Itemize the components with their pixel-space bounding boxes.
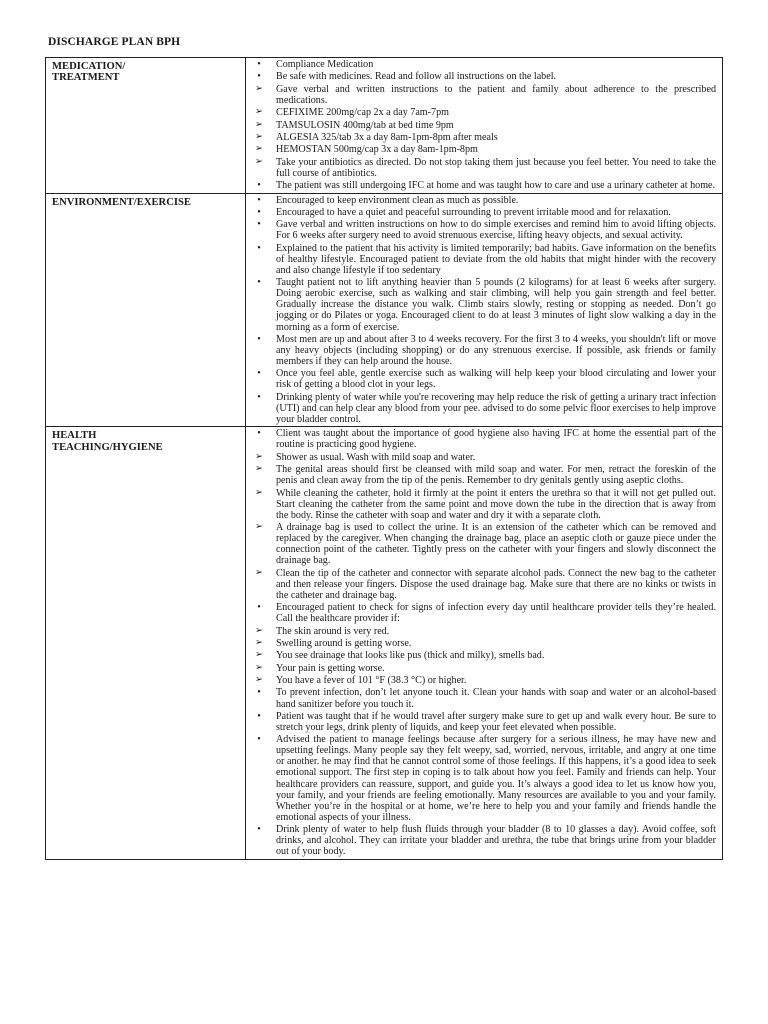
instruction-text: Taught patient not to lift anything heavier than 5 pounds (2 kilograms) for at least 6 weeks after surgery. Doing aerobic exercise, such as walking and stair climbing, will help you gain strength and feel better. Gradually increase the distance you walk. Climb stairs slowly, resting or stopping as needed. Don’t go jogging or do Pilates or yoga. Encouraged client to do at least 3 minutes of light slow walking a day in the morning as a form of exercise. [276, 277, 716, 333]
instruction-item [246, 602, 722, 624]
section-items-cell [246, 193, 723, 427]
instruction-item [246, 71, 722, 82]
instruction-item [246, 84, 722, 106]
bullet-icon: • [257, 219, 261, 231]
instruction-item [246, 626, 722, 637]
arrow-bullet-icon: ➢ [255, 107, 263, 118]
section-category-label: TEACHING/HYGIENE [52, 441, 163, 453]
bullet-icon: • [257, 602, 261, 614]
instruction-item [246, 663, 722, 674]
instruction-list [246, 59, 722, 191]
instruction-item [246, 452, 722, 463]
section-category-label: ENVIRONMENT/EXERCISE [52, 196, 191, 208]
instruction-text: Drink plenty of water to help flush fluids through your bladder (8 to 10 glasses a day). Avoid coffee, soft drinks, and alcohol. They can irritate your bladder and urethra, the tube that brings urine from your bladder out of your body. [276, 824, 716, 858]
section-items-cell [246, 58, 723, 194]
instruction-text: Encouraged patient to check for signs of infection every day until healthcare provider tells they’re healed. Call the healthcare provider if: [276, 602, 716, 625]
instruction-item [246, 711, 722, 733]
instruction-item [246, 488, 722, 521]
arrow-bullet-icon: ➢ [255, 464, 263, 475]
instruction-item [246, 638, 722, 649]
arrow-bullet-icon: ➢ [255, 144, 263, 155]
arrow-bullet-icon: ➢ [255, 156, 263, 167]
arrow-bullet-icon: ➢ [255, 487, 263, 498]
instruction-text: You see drainage that looks like pus (thick and milky), smells bad. [276, 650, 545, 662]
instruction-text: Encouraged to have a quiet and peaceful surrounding to prevent irritable mood and for relaxation. [276, 207, 671, 218]
instruction-text: Most men are up and about after 3 to 4 weeks recovery. For the first 3 to 4 weeks, you shouldn't lift or move any heavy objects (including shopping) or do any strenuous exercise. If possible, ask friends or family members if they can help around the house. [276, 333, 716, 367]
instruction-item [246, 207, 722, 218]
arrow-bullet-icon: ➢ [255, 567, 263, 578]
arrow-bullet-icon: ➢ [255, 637, 263, 648]
section-category-label: MEDICATION/ [52, 61, 126, 72]
document-title: DISCHARGE PLAN BPH [48, 36, 181, 48]
bullet-icon: • [257, 734, 261, 746]
instruction-item [246, 59, 722, 70]
section-category-cell [46, 58, 246, 194]
instruction-text: To prevent infection, don’t let anyone touch it. Clean your hands with soap and water or an alcohol-based hand sanitizer before you touch it. [276, 687, 716, 710]
instruction-item [246, 334, 722, 367]
instruction-item [246, 392, 722, 425]
section-category-label: TREATMENT [52, 72, 120, 84]
instruction-item [246, 675, 722, 686]
arrow-bullet-icon: ➢ [255, 451, 263, 462]
arrow-bullet-icon: ➢ [255, 132, 263, 142]
bullet-icon: • [257, 428, 261, 440]
bullet-icon: • [257, 710, 261, 722]
instruction-item [246, 180, 722, 191]
instruction-item [246, 157, 722, 179]
instruction-item [246, 687, 722, 709]
discharge-plan-table [45, 57, 723, 860]
instruction-text: Clean the tip of the catheter and connector with separate alcohol pads. Connect the new bag to the catheter and then release your fingers. Dispose the used drainage bag. Make sure that there are no kinks or twists in the catheter and drainage bag. [276, 567, 716, 601]
bullet-icon: • [257, 180, 261, 192]
instruction-text: Explained to the patient that his activity is limited temporarily; bad habits. Gave information on the benefits of healthy lifestyle. Encouraged patient to deviate from the old habits that might hinder with the recovery and also change lifestyle if too sedentary [276, 242, 716, 276]
instruction-item [246, 219, 722, 241]
bullet-icon: • [257, 368, 261, 380]
instruction-text: Swelling around is getting worse. [276, 637, 412, 649]
bullet-icon: • [257, 277, 261, 289]
bullet-icon: • [257, 194, 261, 206]
instruction-item [246, 428, 722, 450]
bullet-icon: • [257, 333, 261, 345]
bullet-icon: • [257, 687, 261, 699]
instruction-item [246, 277, 722, 332]
arrow-bullet-icon: ➢ [255, 625, 263, 636]
section-row-medication-treatment [46, 58, 723, 194]
instruction-text: HEMOSTAN 500mg/cap 3x a day 8am-1pm-8pm [276, 144, 478, 156]
instruction-item [246, 243, 722, 276]
instruction-list [246, 195, 722, 425]
bullet-icon: • [257, 242, 261, 254]
instruction-text: Compliance Medication [276, 59, 374, 70]
instruction-item [246, 107, 722, 118]
instruction-text: While cleaning the catheter, hold it firmly at the point it enters the urethra so that it will not get pulled out. Start cleaning the catheter from the same point and move down the tube in the direction that is away from the body. Rinse the catheter with soap and water and dry it with a separate cloth. [276, 487, 716, 521]
section-category-cell [46, 427, 246, 859]
instruction-item [246, 824, 722, 857]
bullet-icon: • [257, 207, 261, 218]
instruction-text: CEFIXIME 200mg/cap 2x a day 7am-7pm [276, 107, 449, 119]
instruction-text: The skin around is very red. [276, 625, 390, 637]
instruction-item [246, 368, 722, 390]
instruction-item [246, 464, 722, 486]
arrow-bullet-icon: ➢ [255, 522, 263, 533]
instruction-text: Patient was taught that if he would travel after surgery make sure to get up and walk every hour. Be sure to stretch your legs, drink plenty of liquids, and keep your feet elevated when possible. [276, 710, 716, 733]
instruction-text: Drinking plenty of water while you're recovering may help reduce the risk of getting a urinary tract infection (UTI) and can help clear any blood from your pee. advised to do some pelvic floor exercises to help improve your bladder control. [276, 391, 716, 425]
instruction-item [246, 195, 722, 206]
instruction-text: Advised the patient to manage feelings because after surgery for a serious illness, he may have new and upsetting feelings. Many people say they felt weepy, sad, worried, nervous, irritable, and angry at one time or another. he may find that he cannot control some of those feelings. If this happens, it’s a good idea to seek emotional support. The first step in coping is to talk about how you feel. Family and friends can help. Your healthcare providers can reassure, support, and guide you. It’s always a good idea to let us know how you, your family, and your friends are feeling emotionally. Many resources are available to you and your family. Whether you’re in the hospital or at home, we’re here to help you and your family and friends handle the emotional aspects of your illness. [276, 734, 716, 823]
instruction-text: Encouraged to keep environment clean as much as possible. [276, 194, 519, 206]
section-row-health-teaching-hygiene [46, 427, 723, 859]
arrow-bullet-icon: ➢ [255, 83, 263, 94]
instruction-item [246, 132, 722, 143]
instruction-text: The patient was still undergoing IFC at home and was taught how to care and use a urinary catheter at home. [276, 180, 716, 192]
bullet-icon: • [257, 824, 261, 836]
instruction-text: You have a fever of 101 °F (38.3 °C) or higher. [276, 675, 467, 687]
instruction-text: Client was taught about the importance of good hygiene also having IFC at home the essential part of the routine is practicing good hygiene. [276, 428, 716, 451]
section-row-environment-exercise [46, 193, 723, 427]
instruction-text: Gave verbal and written instructions on how to do simple exercises and remind him to avoid lifting objects. For 6 weeks after surgery need to avoid strenuous exercise, lifting heavy objects, and sexual activity. [276, 219, 716, 242]
bullet-icon: • [257, 391, 261, 403]
instruction-item [246, 144, 722, 155]
arrow-bullet-icon: ➢ [255, 650, 263, 661]
section-category-cell [46, 193, 246, 427]
instruction-item [246, 650, 722, 661]
instruction-text: A drainage bag is used to collect the urine. It is an extension of the catheter which can be removed and replaced by the caregiver. When changing the drainage bag, place an aseptic cloth or gauze piece under the connection point of the catheter. Tightly press on the catheter with your fingers and slowly disconnect the drainage bag. [276, 522, 716, 567]
bullet-icon: • [257, 59, 261, 70]
instruction-text: TAMSULOSIN 400mg/tab at bed time 9pm [276, 119, 454, 131]
instruction-text: Once you feel able, gentle exercise such as walking will help keep your blood circulating and lower your risk of getting a blood clot in your legs. [276, 368, 716, 391]
arrow-bullet-icon: ➢ [255, 675, 263, 686]
instruction-item [246, 522, 722, 566]
arrow-bullet-icon: ➢ [255, 662, 263, 673]
instruction-list [246, 428, 722, 857]
bullet-icon: • [257, 71, 261, 83]
instruction-text: The genital areas should first be cleansed with mild soap and water. For men, retract the foreskin of the penis and clean away from the tip of the penis. Remember to dry genitals gently using aseptic cloths. [276, 464, 716, 487]
instruction-text: Gave verbal and written instructions to the patient and family about adherence to the prescribed medications. [276, 83, 716, 106]
instruction-text: ALGESIA 325/tab 3x a day 8am-1pm-8pm after meals [276, 132, 498, 143]
instruction-text: Take your antibiotics as directed. Do not stop taking them just because you feel better. You need to take the full course of antibiotics. [276, 156, 716, 179]
instruction-text: Shower as usual. Wash with mild soap and water. [276, 451, 476, 463]
instruction-text: Your pain is getting worse. [276, 662, 385, 674]
section-category-label: HEALTH [52, 430, 97, 442]
section-items-cell [246, 427, 723, 859]
arrow-bullet-icon: ➢ [255, 119, 263, 130]
instruction-item [246, 734, 722, 822]
instruction-item [246, 568, 722, 601]
instruction-text: Be safe with medicines. Read and follow all instructions on the label. [276, 71, 557, 83]
instruction-item [246, 120, 722, 131]
